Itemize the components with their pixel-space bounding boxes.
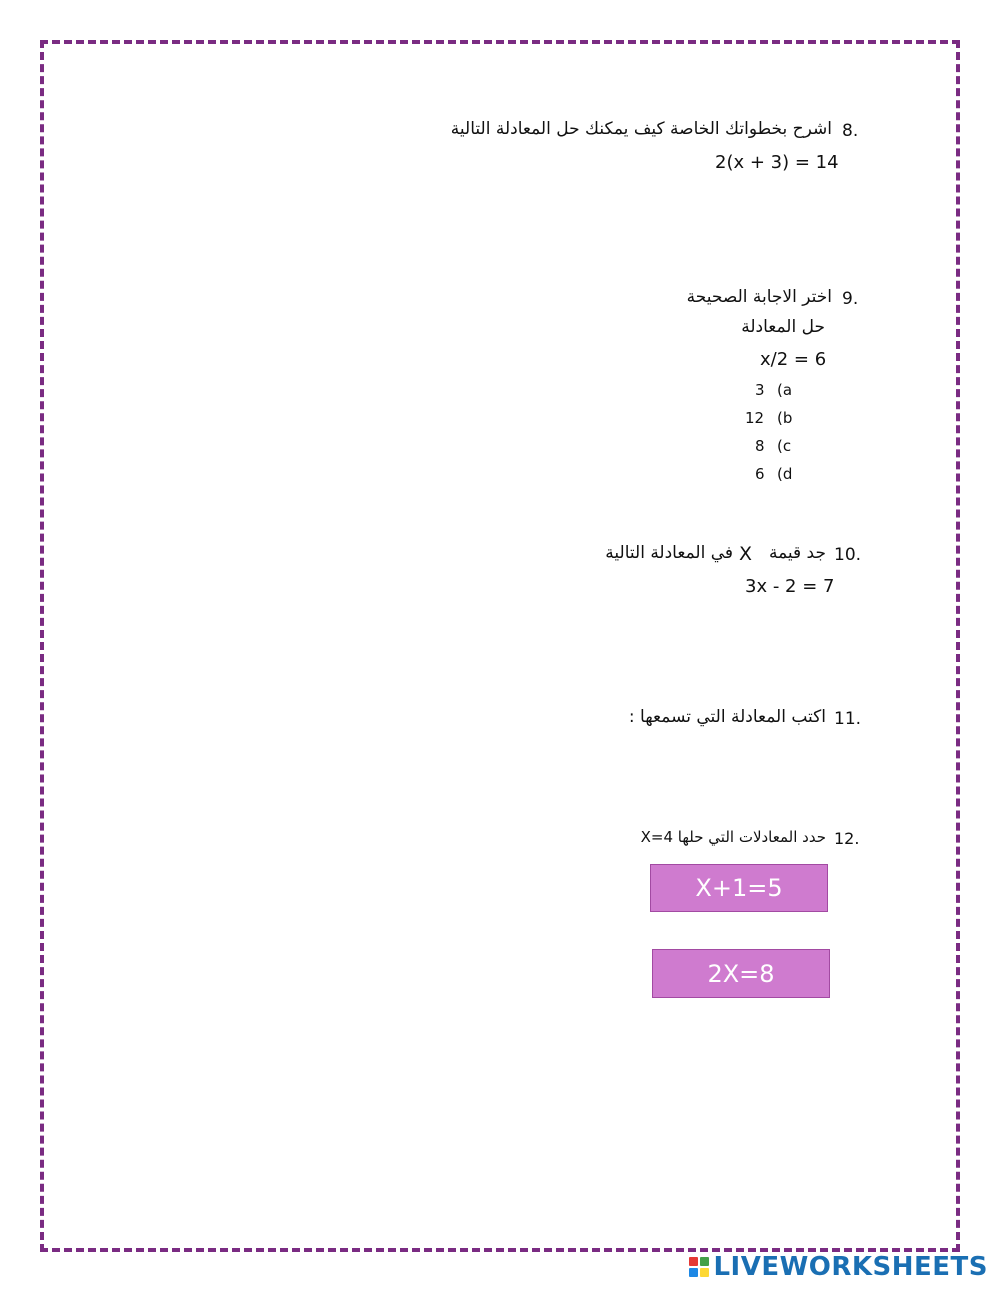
equation-choice-1[interactable]: X+1=5 (650, 864, 828, 912)
q9-subprompt: حل المعادلة (741, 317, 825, 337)
q10-equation: 3x - 2 = 7 (745, 576, 835, 597)
q9-option-value: 8 (755, 437, 765, 455)
equation-choice-2[interactable]: 2X=8 (652, 949, 830, 998)
q9-option-label: (c (777, 437, 792, 455)
worksheet-border (40, 40, 960, 1252)
q9-number: 9. (842, 289, 859, 309)
q9-prompt: اختر الاجابة الصحيحة (686, 287, 832, 307)
liveworksheets-logo (689, 1252, 988, 1282)
q10-prompt-part1: جد قيمة (768, 543, 826, 563)
q10-variable: X (739, 543, 753, 565)
q12-prompt: حدد المعادلات التي حلها X=4 (640, 828, 826, 846)
q12-number: 12. (834, 829, 860, 848)
brand-name: LIVEWORKSHEETS (713, 1252, 988, 1282)
q8-number: 8. (842, 121, 859, 141)
q9-option-value: 12 (745, 409, 765, 427)
q9-option-label: (b (777, 409, 793, 427)
q9-option-label: (a (777, 381, 793, 399)
q8-equation: 2(x + 3) = 14 (715, 152, 839, 173)
q9-equation: x/2 = 6 (760, 349, 827, 370)
q11-number: 11. (834, 709, 862, 729)
q8-prompt: اشرح بخطواتك الخاصة كيف يمكنك حل المعادلة التالية (450, 119, 832, 139)
q10-number: 10. (834, 545, 862, 565)
q10-prompt-part2: في المعادلة التالية (605, 543, 733, 563)
logo-squares-icon (689, 1257, 709, 1277)
q11-prompt: اكتب المعادلة التي تسمعها : (628, 707, 826, 727)
q9-option-value: 3 (755, 381, 765, 399)
q9-option-label: (d (777, 465, 793, 483)
q9-option-value: 6 (755, 465, 765, 483)
